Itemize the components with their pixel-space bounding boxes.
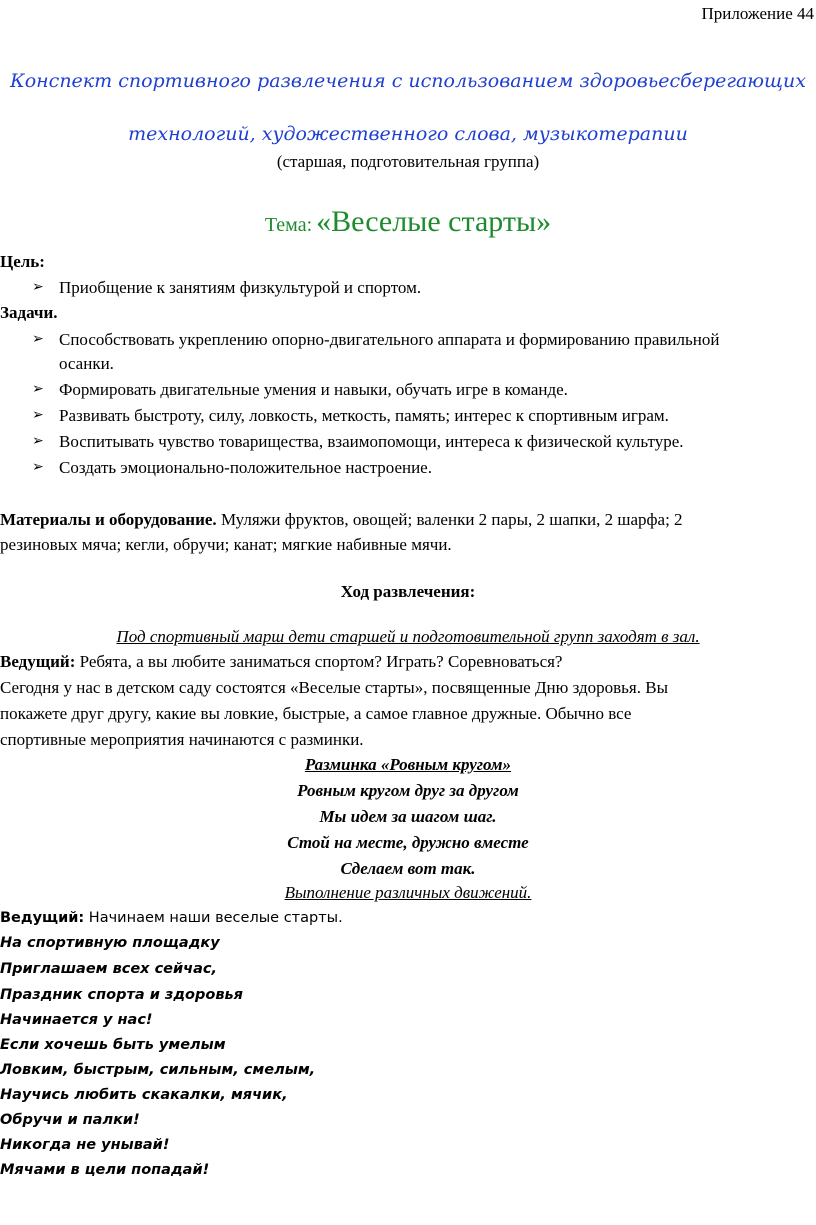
materials-label: Материалы и оборудование.: [0, 510, 217, 529]
arrow-bullet-icon: ➢: [32, 433, 44, 449]
warmup-line: Сделаем вот так.: [340, 859, 476, 878]
host-question: [0, 651, 562, 673]
task-item: Способствовать укреплению опорно-двигательного аппарата и формированию правильной: [59, 330, 720, 349]
paragraph-line: Сегодня у нас в детском саду состоятся «Веселые старты», посвященные Дню здоровья. Вы: [0, 678, 669, 697]
warmup-line: Мы идем за шагом шаг.: [319, 807, 497, 826]
appendix-number: Приложение 44: [701, 4, 814, 23]
task-item-continued: осанки.: [59, 354, 114, 373]
poem-line: Начинается у нас!: [0, 1012, 153, 1028]
host-announcement: [0, 908, 343, 928]
poem-line: На спортивную площадку: [0, 935, 220, 951]
arrow-bullet-icon: ➢: [32, 459, 44, 475]
poem-line: Обручи и палки!: [0, 1112, 140, 1128]
task-item: Формировать двигательные умения и навыки, обучать игре в команде.: [59, 380, 568, 399]
course-intro: Под спортивный марш дети старшей и подготовительной групп заходят в зал.: [116, 627, 700, 646]
tasks-heading: Задачи.: [0, 303, 58, 322]
host-label: Ведущий:: [0, 910, 85, 926]
arrow-bullet-icon: ➢: [32, 381, 44, 397]
group-subtitle: (старшая, подготовительная группа): [276, 152, 540, 171]
warmup-title: Разминка «Ровным кругом»: [304, 755, 512, 774]
paragraph-line: покажете друг другу, какие вы ловкие, быстрые, а самое главное дружные. Обычно все: [0, 704, 632, 723]
materials-line-1: [0, 509, 683, 531]
host-question-text: Ребята, а вы любите заниматься спортом? Играть? Соревноваться?: [75, 652, 563, 671]
title-line-2: технологий, художественного слова, музыкотерапии: [128, 123, 688, 145]
arrow-bullet-icon: ➢: [32, 407, 44, 423]
task-item: Воспитывать чувство товарищества, взаимопомощи, интереса к физической культуре.: [59, 432, 684, 451]
poem-line: Никогда не унывай!: [0, 1137, 170, 1153]
materials-line-2: резиновых мяча; кегли, обручи; канат; мягкие набивные мячи.: [0, 535, 452, 554]
poem-line: Приглашаем всех сейчас,: [0, 961, 218, 977]
task-item: Развивать быстроту, силу, ловкость, меткость, память; интерес к спортивным играм.: [59, 406, 669, 425]
poem-line: Праздник спорта и здоровья: [0, 987, 243, 1003]
theme-heading: [0, 205, 816, 239]
warmup-line: Ровным кругом друг за другом: [297, 781, 519, 800]
course-heading: Ход развлечения:: [340, 582, 476, 601]
poem-line: Мячами в цели попадай!: [0, 1162, 210, 1178]
paragraph-line: спортивные мероприятия начинаются с разминки.: [0, 730, 364, 749]
warmup-line: Стой на месте, дружно вместе: [287, 833, 529, 852]
theme-label: Тема:: [264, 214, 313, 236]
task-item: Создать эмоционально-положительное настроение.: [59, 458, 432, 477]
goal-item: Приобщение к занятиям физкультурой и спортом.: [59, 278, 422, 297]
poem-line: Научись любить скакалки, мячик,: [0, 1087, 288, 1103]
arrow-bullet-icon: ➢: [32, 279, 44, 295]
goal-heading: Цель:: [0, 252, 45, 271]
poem-line: Если хочешь быть умелым: [0, 1037, 226, 1053]
materials-text-1: Муляжи фруктов, овощей; валенки 2 пары, 2 шапки, 2 шарфа; 2: [216, 510, 683, 529]
host-label: Ведущий:: [0, 652, 76, 671]
host-announcement-text: Начинаем наши веселые старты.: [84, 910, 343, 926]
title-line-1: Конспект спортивного развлечения с использованием здоровьесберегающих: [10, 70, 806, 92]
theme-value: «Веселые старты»: [316, 205, 552, 238]
arrow-bullet-icon: ➢: [32, 331, 44, 347]
movements-note: Выполнение различных движений.: [284, 883, 532, 902]
poem-line: Ловким, быстрым, сильным, смелым,: [0, 1062, 316, 1078]
